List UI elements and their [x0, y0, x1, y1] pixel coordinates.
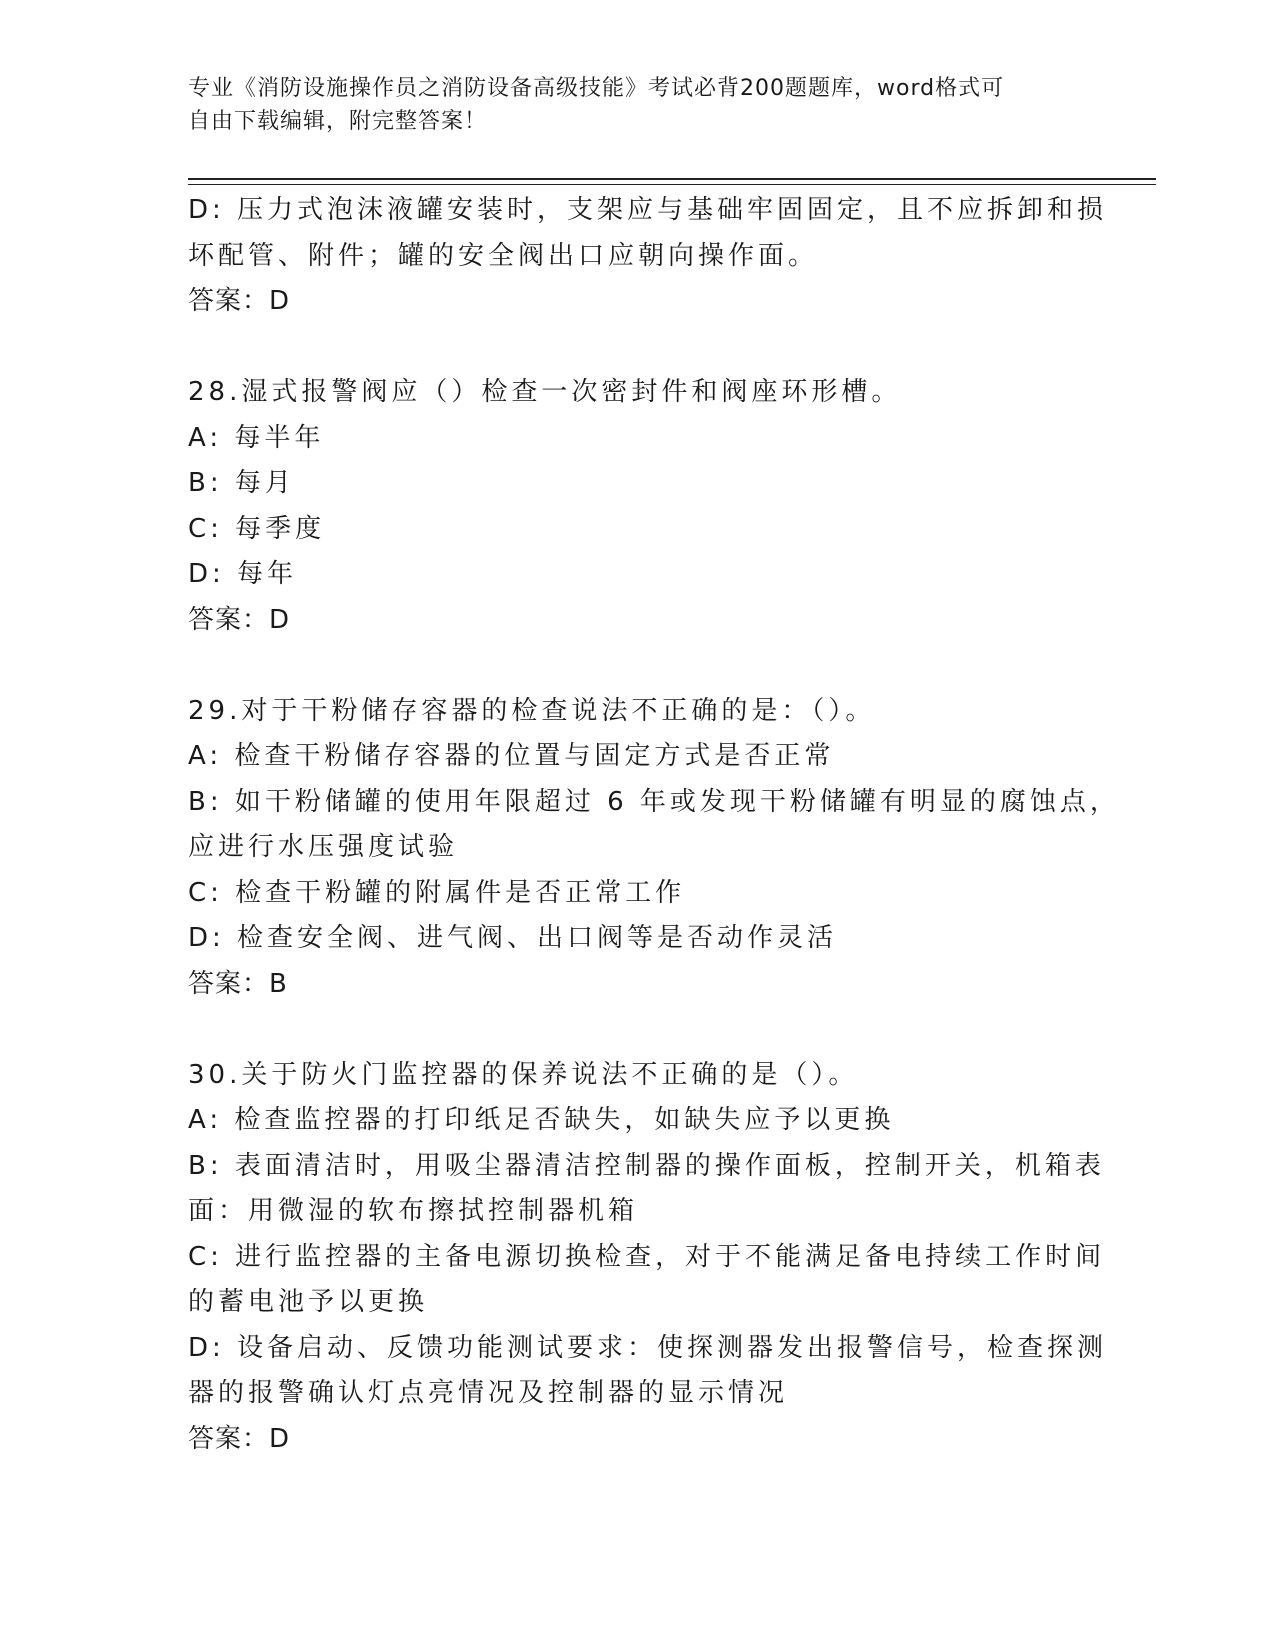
answer-text: 答案：D: [188, 286, 291, 316]
option-d-line-2: 坏配管、附件；罐的安全阀出口应朝向操作面。: [188, 240, 819, 271]
answer-text: 答案：D: [188, 604, 291, 635]
option-b-line-2: 面：用微湿的软布擦拭控制器机箱: [188, 1196, 639, 1226]
option-a: A: 检查干粉储存容器的位置与固定方式是否正常: [188, 741, 835, 771]
option-d: D: 每年: [188, 559, 298, 589]
header-divider-thick: [188, 178, 1156, 180]
header-line-1: 专业《消防设施操作员之消防设备高级技能》考试必背200题题库，word格式可: [188, 76, 1005, 101]
option-b: B: 每月: [188, 468, 295, 498]
option-a: A: 检查监控器的打印纸足否缺失，如缺失应予以更换: [188, 1105, 895, 1135]
option-d: D: 检查安全阀、进气阀、出口阀等是否动作灵活: [188, 923, 838, 953]
question-block-30: [188, 1053, 1108, 1463]
option-d-line-1: D: 设备启动、反馈功能测试要求：使探测器发出报警信号，检查探测: [188, 1332, 1108, 1363]
option-c: C: 每季度: [188, 513, 326, 544]
question-block-28: [188, 370, 1088, 643]
option-b-line-1: B: 表面清洁时，用吸尘器清洁控制器的操作面板，控制开关，机箱表: [188, 1150, 1105, 1181]
answer-text: 答案：B: [188, 968, 288, 999]
answer-text: 答案：D: [188, 1423, 291, 1454]
page-header: [188, 72, 1088, 138]
option-c-line-1: C: 进行监控器的主备电源切换检查，对于不能满足备电持续工作时间: [188, 1241, 1106, 1272]
option-b-line-2: 应进行水压强度试验: [188, 832, 459, 862]
question-stem: 29.对于干粉储存容器的检查说法不正确的是：（）。: [188, 695, 876, 726]
question-block-29: [188, 689, 1120, 1008]
option-b-line-1: B: 如干粉储罐的使用年限超过 6 年或发现干粉储罐有明显的腐蚀点，: [188, 786, 1120, 817]
question-list: [188, 188, 1120, 1508]
question-block-prev: [188, 188, 1108, 325]
question-stem: 30.关于防火门监控器的保养说法不正确的是（）。: [188, 1059, 859, 1090]
question-stem: 28.湿式报警阀应（）检查一次密封件和阀座环形槽。: [188, 377, 902, 407]
option-d-line-2: 器的报警确认灯点亮情况及控制器的显示情况: [188, 1378, 789, 1408]
header-divider-thin: [188, 184, 1156, 185]
option-c-line-2: 的蓄电池予以更换: [188, 1287, 429, 1317]
option-a: A: 每半年: [188, 422, 325, 453]
header-line-2: 自由下载编辑，附完整答案！: [188, 109, 488, 134]
option-d-line-1: D: 压力式泡沫液罐安装时，支架应与基础牢固固定，且不应拆卸和损: [188, 195, 1108, 225]
option-c: C: 检查干粉罐的附属件是否正常工作: [188, 877, 686, 908]
